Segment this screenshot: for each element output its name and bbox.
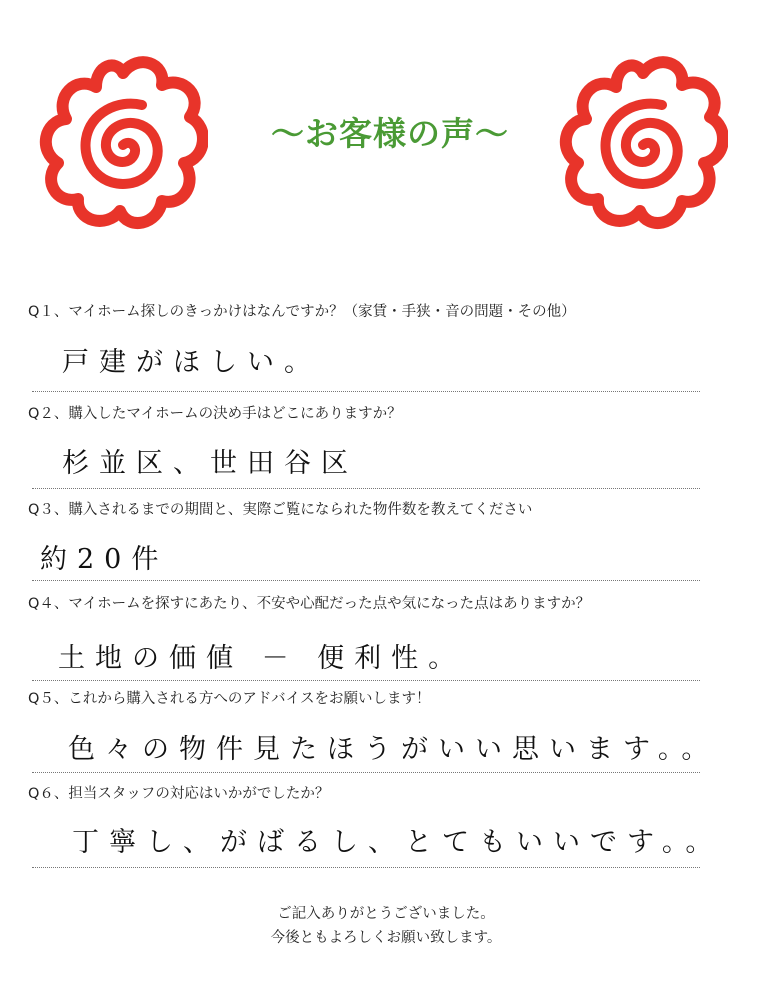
- swirl-flower-icon: [558, 55, 728, 230]
- page-title: 〜お客様の声〜: [271, 114, 509, 153]
- question-3: Q３、購入されるまでの期間と、実際ご覧になられた物件数を教えてください: [28, 502, 533, 518]
- answer-2: 杉並区、世田谷区: [62, 448, 358, 479]
- answer-4: 土地の価値 － 便利性。: [58, 643, 466, 674]
- answer-1: 戸建がほしい。: [62, 347, 321, 378]
- answer-divider: [32, 391, 700, 392]
- answer-divider: [32, 772, 700, 773]
- question-5: Q５、これから購入される方へのアドバイスをお願いします！: [28, 691, 431, 707]
- question-6: Q６、担当スタッフの対応はいかがでしたか？: [28, 786, 330, 802]
- swirl-flower-logo-left: [38, 55, 208, 230]
- swirl-flower-logo-right: [558, 55, 728, 230]
- question-4: Q４、マイホームを探すにあたり、不安や心配だった点や気になった点はありますか？: [28, 596, 591, 612]
- question-1: Q１、マイホーム探しのきっかけはなんですか？（家賃・手狭・音の問題・その他）: [28, 304, 576, 320]
- answer-divider: [32, 680, 700, 681]
- closing-thanks: ご記入ありがとうございました。: [277, 906, 495, 922]
- swirl-flower-icon: [38, 55, 208, 230]
- answer-divider: [32, 488, 700, 489]
- answer-divider: [32, 867, 700, 868]
- question-2: Q２、購入したマイホームの決め手はどこにありますか？: [28, 406, 402, 422]
- closing-regards: 今後ともよろしくお願い致します。: [270, 930, 502, 946]
- answer-3: 約20件: [40, 544, 169, 575]
- answer-5: 色々の物件見たほうがいい思います。。: [68, 734, 719, 765]
- answer-6: 丁寧し、がばるし、とてもいいです。。: [72, 827, 723, 858]
- answer-divider: [32, 580, 700, 581]
